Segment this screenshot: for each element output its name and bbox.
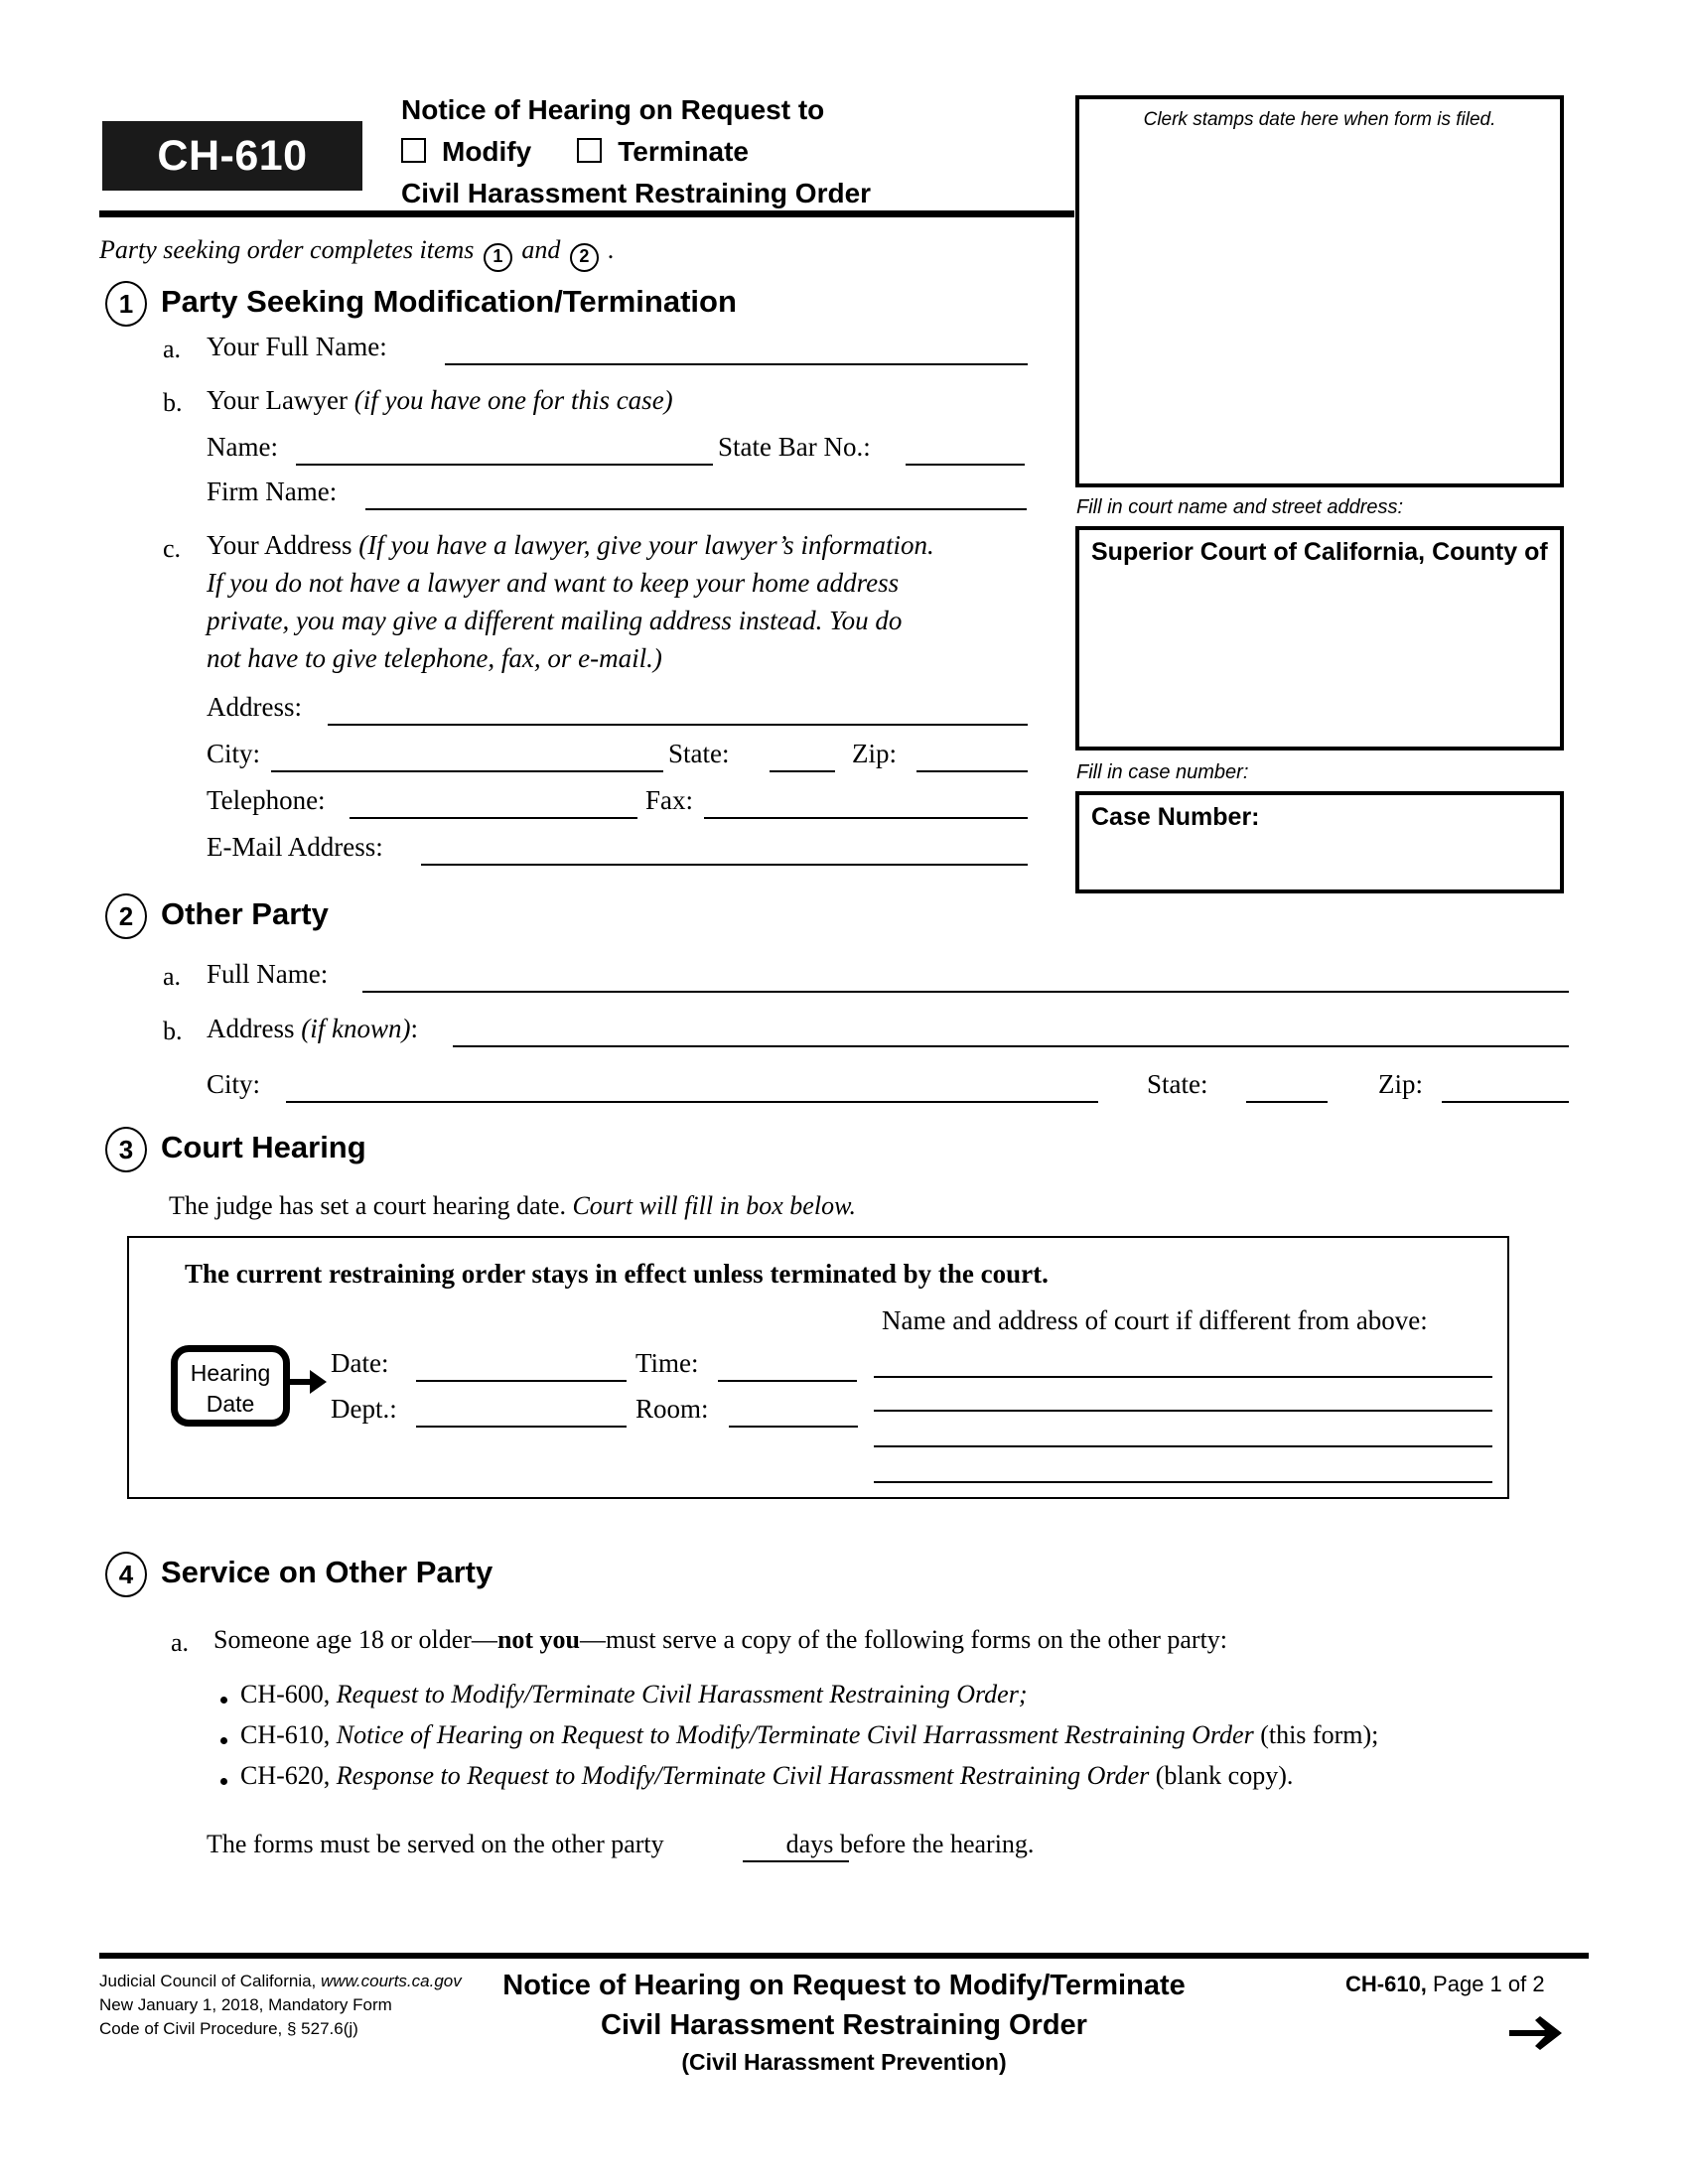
bullet-icon: [220, 1778, 227, 1785]
your-address-label-main: Your Address: [207, 530, 352, 560]
court-name-box[interactable]: [1075, 526, 1564, 751]
firm-name-input[interactable]: [365, 508, 1027, 510]
item-1b-letter: b.: [163, 388, 183, 417]
instruction-before: Party seeking order completes items: [99, 235, 475, 264]
modify-checkbox[interactable]: [401, 138, 426, 163]
court-address-input-4[interactable]: [874, 1481, 1492, 1483]
other-party-city-input[interactable]: [286, 1101, 1098, 1103]
form-title-line2: [401, 131, 1056, 173]
your-address-note-1: (If you have a lawyer, give your lawyer’s information.: [358, 530, 934, 560]
hearing-box-notice: The current restraining order stays in effect unless terminated by the court.: [185, 1259, 1049, 1289]
court-address-input-2[interactable]: [874, 1410, 1492, 1412]
case-number-label: Case Number:: [1091, 803, 1260, 831]
footer-page-number: Page 1 of 2: [1433, 1972, 1545, 1996]
footer-center-line2: Civil Harassment Restraining Order: [601, 2009, 1087, 2041]
instruction-num-2: 2: [570, 243, 599, 272]
lawyer-name-input[interactable]: [296, 464, 713, 466]
case-number-box[interactable]: [1075, 791, 1564, 893]
bullet-icon: [220, 1697, 227, 1704]
city-input[interactable]: [271, 770, 663, 772]
footer-url: www.courts.ca.gov: [321, 1972, 462, 1990]
other-party-address-colon: :: [410, 1014, 418, 1043]
telephone-label: Telephone:: [207, 785, 326, 815]
form-code-badge: CH-610: [102, 121, 362, 191]
section-4-number: 4: [105, 1552, 147, 1597]
firm-name-label: Firm Name:: [207, 477, 338, 506]
list-item: [240, 1720, 1378, 1750]
section-1-number: 1: [105, 281, 147, 327]
hearing-date-chip: [171, 1345, 290, 1427]
zip-label: Zip:: [852, 739, 897, 768]
item-1c-letter: c.: [163, 534, 182, 563]
footer-right-block: [1345, 1972, 1545, 1997]
section-4a-text-bold: not you: [496, 1625, 581, 1654]
footer-center-block: [397, 1966, 1291, 2079]
bullet-1-code: CH-600,: [240, 1680, 331, 1708]
other-party-full-name-label: Full Name:: [207, 959, 329, 989]
address-label: Address:: [207, 692, 302, 722]
other-party-zip-label: Zip:: [1378, 1069, 1423, 1099]
serve-days-pre: The forms must be served on the other party: [207, 1830, 664, 1858]
your-lawyer-label: [207, 385, 673, 416]
item-4a-letter: a.: [171, 1628, 190, 1657]
hearing-date-label: Date:: [331, 1348, 389, 1378]
hearing-date-input[interactable]: [416, 1380, 627, 1382]
fax-input[interactable]: [704, 817, 1028, 819]
other-party-full-name-input[interactable]: [362, 991, 1569, 993]
footer-rule: [99, 1953, 1589, 1959]
case-number-caption: Fill in case number:: [1076, 761, 1249, 783]
section-4a-text-post: —must serve a copy of the following forms on the other party:: [580, 1625, 1228, 1654]
footer-center-line1: Notice of Hearing on Request to Modify/Terminate: [502, 1970, 1186, 2001]
state-label: State:: [668, 739, 730, 768]
bullet-2-title: Notice of Hearing on Request to Modify/Terminate Civil Harrassment Restraining Order: [336, 1720, 1254, 1749]
fax-label: Fax:: [645, 785, 694, 815]
state-input[interactable]: [770, 770, 835, 772]
zip-input[interactable]: [916, 770, 1028, 772]
right-arrow-icon: [286, 1365, 328, 1399]
instruction-num-1: 1: [484, 243, 512, 272]
item-1a-letter: a.: [163, 335, 182, 363]
hearing-date-chip-line2: Date: [206, 1391, 255, 1417]
hearing-dept-input[interactable]: [416, 1426, 627, 1428]
court-name-caption: Fill in court name and street address:: [1076, 496, 1404, 518]
section-3-intro-italic: Court will fill in box below.: [572, 1191, 856, 1220]
instruction-between: and: [521, 235, 561, 264]
section-1-heading: Party Seeking Modification/Termination: [161, 284, 737, 319]
terminate-checkbox[interactable]: [577, 138, 602, 163]
section-3-number: 3: [105, 1127, 147, 1172]
other-party-state-input[interactable]: [1246, 1101, 1328, 1103]
other-party-address-label: [207, 1014, 418, 1044]
section-4a-text-pre: Someone age 18 or older—: [213, 1625, 497, 1654]
other-party-address-label-main: Address: [207, 1014, 295, 1043]
hearing-time-input[interactable]: [718, 1380, 857, 1382]
court-address-input-3[interactable]: [874, 1445, 1492, 1447]
bullet-3-tail: (blank copy).: [1155, 1761, 1294, 1790]
your-address-note-4: not have to give telephone, fax, or e-mail.): [207, 643, 662, 673]
other-party-zip-input[interactable]: [1442, 1101, 1569, 1103]
serve-days-post: days before the hearing.: [785, 1830, 1035, 1858]
right-arrow-icon: [1509, 2015, 1563, 2051]
telephone-input[interactable]: [350, 817, 637, 819]
state-bar-no-label: State Bar No.:: [718, 432, 871, 462]
section-3-intro-plain: The judge has set a court hearing date.: [169, 1191, 566, 1220]
other-party-state-label: State:: [1147, 1069, 1208, 1099]
section-2-heading: Other Party: [161, 896, 329, 931]
hearing-room-label: Room:: [635, 1394, 709, 1424]
serve-days-input[interactable]: [743, 1860, 849, 1862]
your-lawyer-label-note: (if you have one for this case): [353, 385, 673, 415]
instruction-line: [99, 235, 615, 272]
form-title-line1: Notice of Hearing on Request to: [401, 94, 825, 125]
your-full-name-input[interactable]: [445, 363, 1028, 365]
hearing-time-label: Time:: [635, 1348, 699, 1378]
item-2b-letter: b.: [163, 1017, 183, 1045]
clerk-stamp-label: Clerk stamps date here when form is filed.: [1143, 109, 1496, 130]
footer-left-line2: New January 1, 2018, Mandatory Form: [99, 1995, 392, 2014]
footer-center-line3: (Civil Harassment Prevention): [681, 2049, 1007, 2075]
email-label: E-Mail Address:: [207, 832, 383, 862]
hearing-dept-label: Dept.:: [331, 1394, 397, 1424]
your-address-note-3: private, you may give a different mailing address instead. You do: [207, 606, 903, 635]
bullet-2-code: CH-610,: [240, 1720, 331, 1749]
footer-council: Judicial Council of California,: [99, 1972, 317, 1990]
hearing-room-input[interactable]: [729, 1426, 858, 1428]
your-address-note-2: If you do not have a lawyer and want to keep your home address: [207, 568, 900, 598]
court-address-input-1[interactable]: [874, 1376, 1492, 1378]
bullet-icon: [220, 1737, 227, 1744]
section-3-heading: Court Hearing: [161, 1130, 366, 1164]
bullet-2-tail: (this form);: [1260, 1720, 1379, 1749]
serve-days-line: [207, 1830, 1034, 1859]
state-bar-no-input[interactable]: [906, 464, 1025, 466]
section-4-heading: Service on Other Party: [161, 1555, 493, 1589]
clerk-stamp-box: [1075, 95, 1564, 487]
section-4a-text: [213, 1625, 1227, 1655]
form-title-block: [401, 89, 1056, 214]
section-2-number: 2: [105, 893, 147, 939]
court-address-label: Name and address of court if different from above:: [882, 1305, 1428, 1335]
other-party-address-input[interactable]: [453, 1045, 1569, 1047]
other-party-city-label: City:: [207, 1069, 261, 1099]
hearing-date-chip-line1: Hearing: [190, 1360, 271, 1386]
list-item: [240, 1680, 1027, 1709]
form-title-line3: Civil Harassment Restraining Order: [401, 178, 872, 208]
your-full-name-label: Your Full Name:: [207, 332, 387, 361]
bullet-3-code: CH-620,: [240, 1761, 331, 1790]
email-input[interactable]: [421, 864, 1028, 866]
bullet-1-title: Request to Modify/Terminate Civil Harassment Restraining Order;: [336, 1680, 1028, 1708]
court-name-text: Superior Court of California, County of: [1091, 538, 1548, 566]
item-2a-letter: a.: [163, 962, 182, 991]
terminate-label: Terminate: [618, 136, 749, 167]
list-item: [240, 1761, 1293, 1791]
footer-form-code: CH-610,: [1345, 1972, 1427, 1996]
modify-label: Modify: [442, 136, 532, 167]
your-address-label: [207, 530, 934, 561]
instruction-after: .: [608, 235, 615, 264]
section-3-intro: [169, 1191, 856, 1221]
city-label: City:: [207, 739, 261, 768]
header-rule: [99, 210, 1074, 217]
your-lawyer-label-main: Your Lawyer: [207, 385, 348, 415]
bullet-3-title: Response to Request to Modify/Terminate Civil Harassment Restraining Order: [336, 1761, 1150, 1790]
lawyer-name-label: Name:: [207, 432, 278, 462]
other-party-address-note: (if known): [301, 1014, 411, 1043]
footer-left-line3: Code of Civil Procedure, § 527.6(j): [99, 2019, 358, 2038]
address-input[interactable]: [328, 724, 1028, 726]
